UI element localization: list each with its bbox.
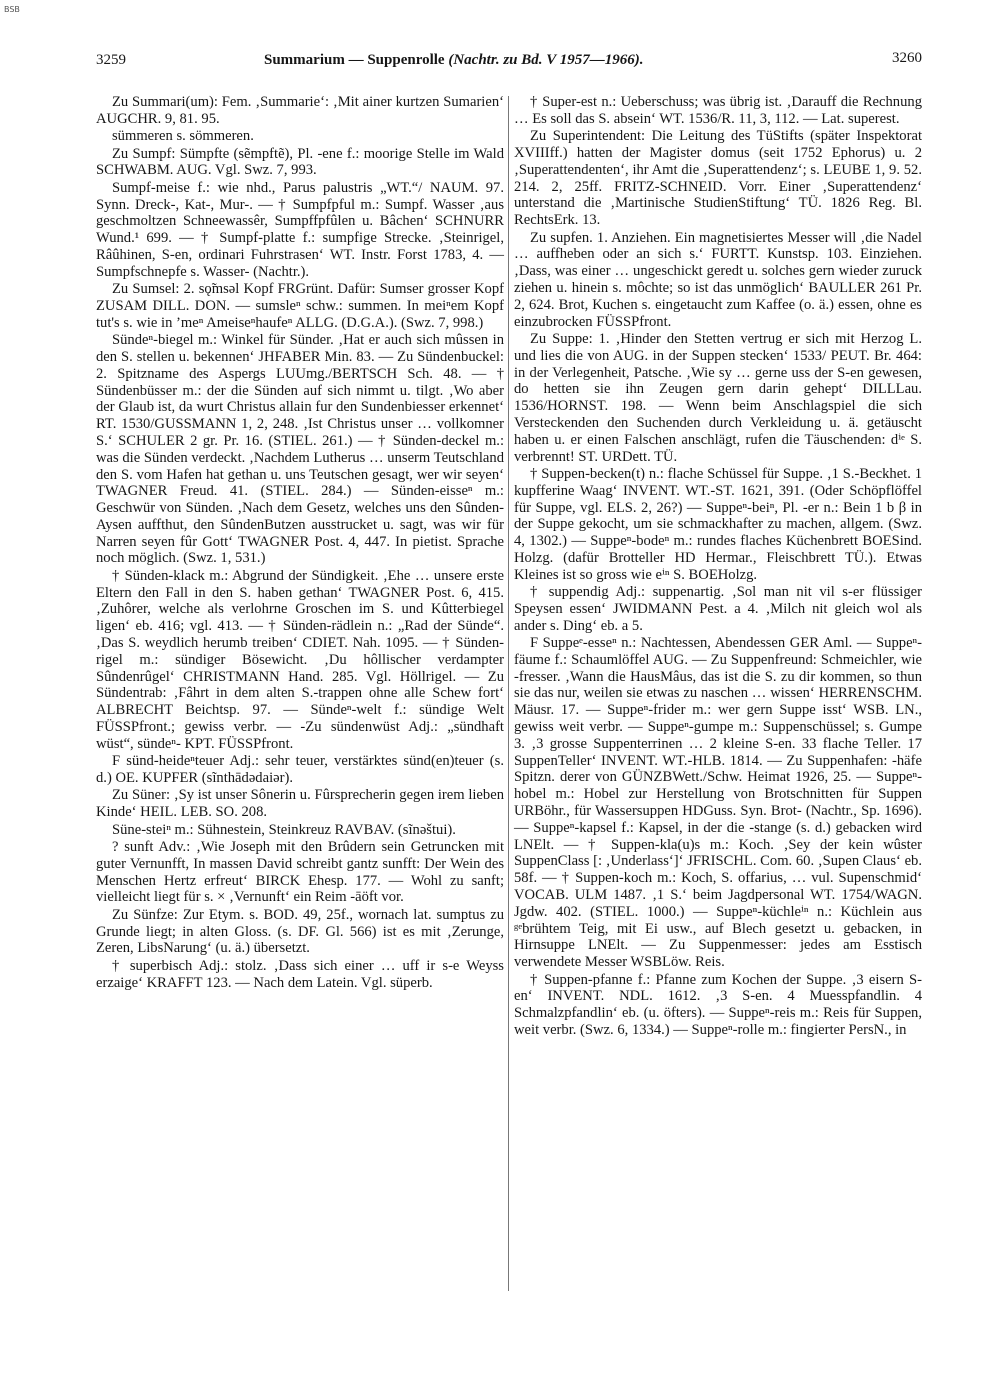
right-column	[514, 94, 922, 1039]
column-divider	[508, 96, 509, 1291]
entry-suemmeren: sümmeren s. sömmeren.	[112, 128, 254, 145]
entry-suener: Zu Süner: ‚Sy ist unser Sônerin u. Fûrsprecherin gegen irem lieben Kinde‘ HEIL. LEB. SO. 208.	[96, 787, 504, 821]
entry-suppen-becken: † Suppen-becken(t) n.: flache Schüssel für Suppe. ‚1 S.-Beckhet. 1 kupfferine Waag‘ INVENT. WT.-ST. 1621, 391. (Oder Schöpflöffel für Suppe, vgl. ELS. 2, 26?) — Suppeⁿ-beiⁿ, Pl. -er n.: Bein 1 b β in der Suppe gekocht, um sie schmackhafter zu machen, allgem. (Swz. 4, 1302.) — Suppeⁿ-bodeⁿ m.: rundes flaches Küchenbrett BOESind. Holzg. (dafür Brotteller HD Hermar., Fleischbrett TÜ.). Etwas Kleines ist so gross wie eⁱⁿ S. BOEHolzg.	[514, 465, 922, 583]
page-number-right: 3260	[892, 50, 922, 66]
running-title-main: Summarium — Suppenrolle	[264, 52, 445, 68]
entry-suppe: Zu Suppe: 1. ‚Hinder den Stetten vertrug er sich mit Herzog L. und lies die von AUG. in der Suppen stecken‘ 1533/ PEUT. Br. 464: in der Verlegenheit, Patsche. ‚Wie sy … gerne uss der S-en gewesen, do hetten sie ihn Zeugen gern darin gehept‘ DILLLau. 1536/HORNST. 198. — Wenn beim Anschlagspiel die sich Versteckenden den Suchenden durch Verkleidung u. ä. getäuscht haben u. er einen Falschen anschlägt, rufen die Täuschenden: dⁱᵉ S. verbrennt! ST. URDett. TÜ.	[514, 330, 922, 465]
entry-suene-stein: Süne-steiⁿ m.: Sühnestein, Steinkreuz RAVBAV. (sĩnəštui).	[112, 821, 456, 838]
page-number-left: 3259	[96, 52, 126, 68]
library-stamp: BSB	[4, 5, 20, 14]
entry-suend-heidenteuer: F sünd-heideⁿteuer Adj.: sehr teuer, verstärktes sünd(en)teuer (s. d.) OE. KUPFER (sĩnthādədaiər).	[96, 753, 504, 787]
entry-superintendent: Zu Superintendent: Die Leitung des TüStifts (später Inspektorat XVIIIff.) hatten der Magister domus (seit 1752 Ephorus) u. 2 ‚Superattendenten‘, ihr Amt die ‚Superattendenz‘; s. LEUBE 1, 9. 52. 214. 2, 25ff. FRITZ-SCHNEID. Vorr. Einer ‚Superattendenz‘ unterstand die ‚Martinische StudienStiftung‘ TÜ. 1826 Reg. Bl. RechtsErk. 13.	[514, 128, 922, 229]
entry-supfen: Zu supfen. 1. Anziehen. Ein magnetisiertes Messer will ‚die Nadel … auffheben oder an sich s.‘ FURTT. Kunstsp. 103. Einziehen. ‚Dass, was einer … ungeschickt geredt u. solches gern wieder zuruck ziehen u. hinein s. môchte; so ist das unmöglich‘ BAULLER 261 Pr. 2, 624. Brot, Kuchen s. eingetaucht zum Kaffee (o. ä.) essen, ohne es einzubrocken FÜSSPfront.	[514, 229, 922, 330]
running-title-subtitle: (Nachtr. zu Bd. V 1957—1966).	[448, 52, 644, 68]
entry-suppe-essen: F Suppeᵉ-esseⁿ n.: Nachtessen, Abendessen GER Aml. — Suppeⁿ-fäume f.: Schaumlöffel AUG. — Zu Suppenfreund: Schmeichler, wie -fresser. ‚Wann die HausMâus, das ist die S. zu dir kommen, so thun sie das nur, weilen sie etwas zu naschen … wissen‘ HERRENSCHM. Mäusr. 17. — Suppeⁿ-frider m.: wer gern Suppe isst‘ WSB. LN., gewiss weit verbr. — Suppeⁿ-gumpe m.: Suppenschüssel; s. Gumpe 3. ‚3 grosse Suppenterrinen … 2 kleine S-en. 33 flache Teller. 17 SuppenTeller‘ INVENT. WT.-HLB. 1814. — Zu Suppenhafen: -häfe Spitzn. derer von GÜNZBWett./Schw. Heimat 1926, 25. — Suppeⁿ-hobel m.: Hobel zur Herstellung von Brotschnitten für Suppen URBöhr., für Wassersuppen HDGuss. Syn. Brot- (Nachtr., Sp. 1696). — Suppeⁿ-kapsel f.: Kapsel, in der die -stange (s. d.) gebacken wird LNElt. — † Suppen-kla(u)s m.: Koch. ‚Sey der kein wûster SuppenClass [: ‚Underlass‘]‘ JFRISCHL. Com. 60. ‚Supen Claus‘ eb. 58f. — † Suppen-koch m.: Koch, S. offarius, … vul. Supenschmid‘ VOCAB. ULM 1487. ‚1 S.‘ beim Jagdpersonal WT. 1754/WAGN. Jgdw. 402. (STIEL. 1000.) — Suppeⁿ-küchleⁱⁿ n.: Küchlein aus ᵍᵉbrühtem Teig, mit Ei usw., auf Blech gesetzt u. gebacken, in Hirnsuppe LNElt. — Zu Suppenmesser: jedes am Esstisch verwendete Messer WSBLöw. Reis.	[514, 635, 922, 971]
entry-sunft: ? sunft Adv.: ‚Wie Joseph mit den Brûdern sein Getruncken mit guter Vernunfft, In massen David schreibt gantz sunfft: Der Wein des Menschen Hertz erfreut‘ BIRCK Ehesp. 177. — Wohl zu sanft; vielleicht liegt für s. × ‚Vernunft‘ ein Reim -āöft vor.	[96, 839, 504, 906]
entry-suppendig: † suppendig Adj.: suppenartig. ‚Sol man nit vil s-er flüssiger Speysen essen‘ JWIDMANN Pest. a 4. ‚Milch nit gleich wol als ander s. Ding‘ eb. a 5.	[514, 584, 922, 634]
entry-suppen-pfanne: † Suppen-pfanne f.: Pfanne zum Kochen der Suppe. ‚3 eisern S-en‘ INVENT. NDL. 1612. ‚3 S-en. 4 Muesspfandlin. 4 Schmalzpfandlin‘ eb. (u. öfters). — Suppeⁿ-reis m.: Reis für Suppen, weit verbr. (Swz. 6, 1334.) — Suppeⁿ-rolle m.: fingierter PersN., in	[514, 971, 922, 1038]
entry-super-est: † Super-est n.: Ueberschuss; was übrig ist. ‚Darauff die Rechnung … Es soll das S. absein‘ WT. 1536/R. 11, 3, 112. — Lat. superest.	[514, 94, 922, 127]
entry-suenden-biegel: Sündeⁿ-biegel m.: Winkel für Sünder. ‚Hat er auch sich mûssen in den S. stellen u. bekennen‘ JHFABER Min. 83. — Zu Sündenbuckel: 2. Spitzname des Aspergs LUUmg./BERTSCH Sch. 48. — † Sündenbüsser m.: der die Sünden auf sich nimmt u. tilgt. ‚Wo aber der Glaub ist, da wurt Christus allain fur den Sundenbiesser erkennet‘ RT. 1530/GUSSMANN 1, 2, 248. ‚Ist Christus unser … vollkomner S.‘ SCHULER 2 gr. Pr. 16. (STIEL. 261.) — † Sünden-deckel m.: was die Sünden verdeckt. ‚Nachdem Lutherus … unserm Teutschland den S. vom Hafen hat gethan u. uns Teutschen gesagt, wer wir seyen‘ TWAGNER Freud. 41. (STIEL. 284.) — Sünden-eisseⁿ m.: Geschwür von Sünden. ‚Nach dem Gesetz, welches uns den Sûnden-Aysen auffthut, den SûndenButzen ausstrucket u. sagt, was wir für Narren seyen fûr Gott‘ TWAGNER Post. 4, 447. In pietist. Sprache noch möglich. (Swz. 1, 531.)	[96, 332, 504, 567]
entry-superbisch: † superbisch Adj.: stolz. ‚Dass sich einer … uff ir s-e Weyss erzaige‘ KRAFFT 123. — Nach dem Latein. Vgl. süperb.	[96, 957, 504, 991]
entry-sumsel: Zu Sumsel: 2. sǫ̃msəl Kopf FRGrünt. Dafür: Sumser grosser Kopf ZUSAM DILL. DON. — sumsleⁿ schw.: summen. In meiⁿem Kopf tut's s. wie in ’meⁿ Ameiseⁿhaufeⁿ ALLG. (D.G.A.). (Swz. 7, 998.)	[96, 281, 504, 331]
entry-sumpf: Zu Sumpf: Sümpfte (sẽmpftẽ), Pl. -ene f.: moorige Stelle im Wald SCHWABM. AUG. Vgl. Swz. 7, 993.	[96, 145, 504, 179]
left-column	[96, 94, 504, 992]
running-title	[264, 52, 644, 69]
entry-sumpf-meise: Sumpf-meise f.: wie nhd., Parus palustris „WT.“/ NAUM. 97. Synn. Dreck-, Kat-, Mur-. — † Sumpfpful m.: Sumpf. Wasser ‚aus geschmoltzen Schneewassêr, Sumpffpfûlen u. Bâchen‘ SCHNURR Wund.¹ 699. — † Sumpf-platte f.: sumpfige Strecke. ‚Steinrigel, Râûhinen, S-en, ordinari Fuhrstrasen‘ WT. Instr. Forst 1783, 4. — Sumpfschnepfe s. Wasser- (Nachtr.).	[96, 179, 504, 280]
page-header	[96, 52, 922, 72]
entry-summarium: Zu Summari(um): Fem. ‚Summarie‘: ‚Mit ainer kurtzen Sumarien‘ AUGCHR. 9, 81. 95.	[96, 94, 504, 127]
entry-suenfze: Zu Sünfze: Zur Etym. s. BOD. 49, 25f., wornach lat. sumptus zu Grunde liegt; in alten Gloss. (s. DF. Gl. 566) ist es mit ‚Zerunge, Zeren, LibsNarung‘ (u. ä.) übersetzt.	[96, 906, 504, 957]
entry-suenden-klack: † Sünden-klack m.: Abgrund der Sündigkeit. ‚Ehe … unsere erste Eltern den Fall in den S. haben gethan‘ TWAGNER Post. 6, 415. ‚Zuhôrer, welche als verlohrne Groschen im S. und Kûtterbiegel ligen‘ eb. 416; vgl. 413. — † Sünden-rädlein n.: „Rad der Sünde“. ‚Das S. weydlich herumb treiben‘ CDIET. Nah. 1095. — † Sünden-rigel m.: sündiger Bösewicht. ‚Du hôllischer verdampter Sûndenrûgel‘ CHRISTMANN Hand. 285. Vgl. Höllrigel. — Zu Sündentrab: ‚Fâhrt in dem alten S.-trappen ohne alle Schew fort‘ ALBRECHT Beichtsp. 97. — Sündeⁿ-welt f.: sündige Welt FÜSSPfront.; gewiss verbr. — -Zu sündenwüst Adj.: „sündhaft wüst“, sündeⁿ- KPT. FÜSSPfront.	[96, 567, 504, 752]
